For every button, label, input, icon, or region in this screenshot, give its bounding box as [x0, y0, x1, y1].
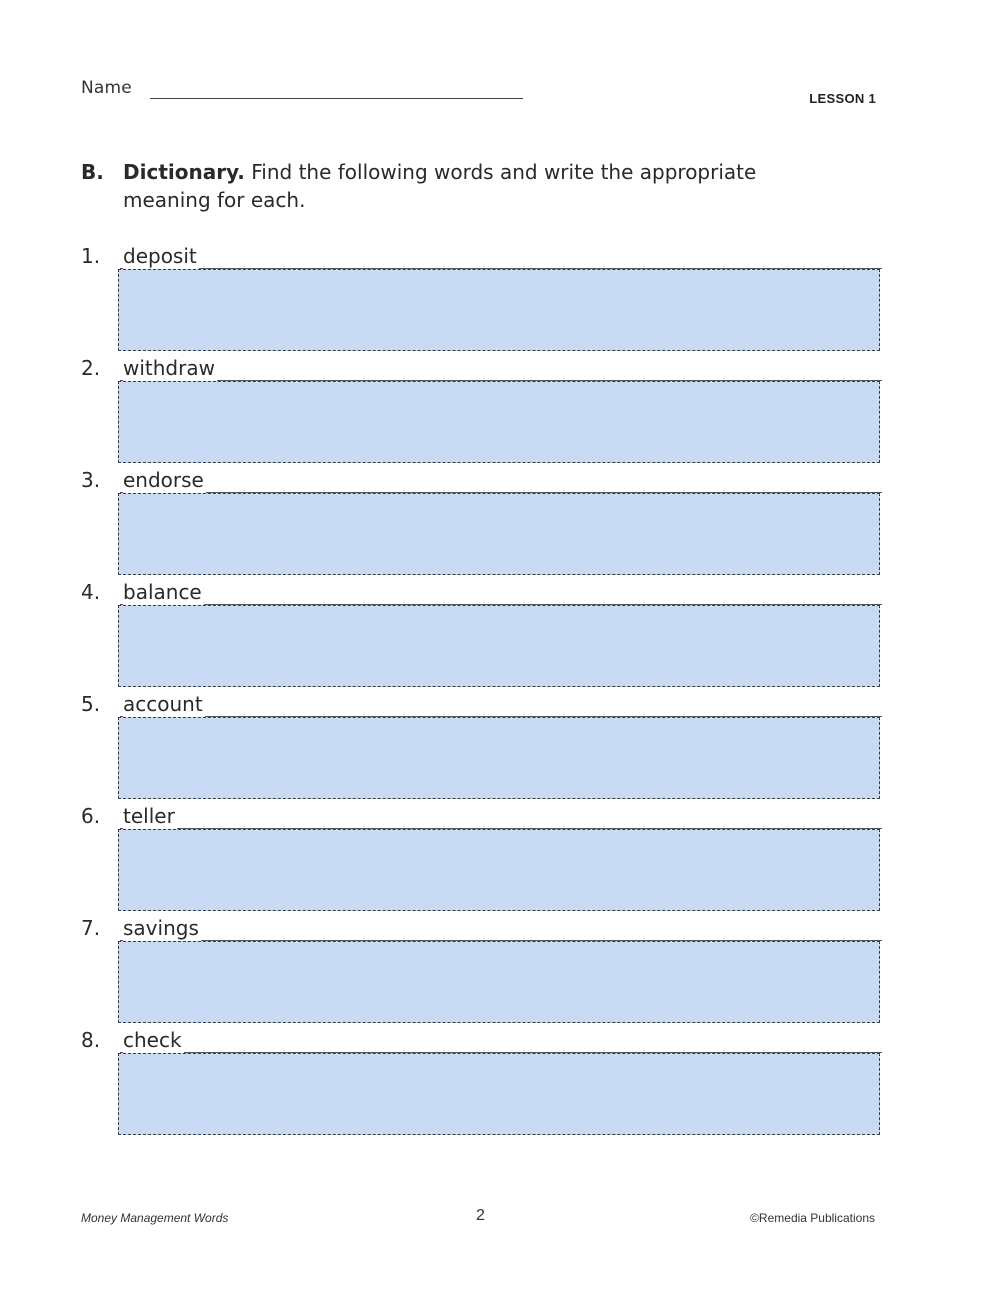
lesson-label: LESSON 1 [809, 91, 876, 106]
name-line[interactable] [150, 98, 523, 99]
item-underline [120, 940, 882, 941]
publisher-credit: ©Remedia Publications [750, 1211, 875, 1225]
item-number: 3. [81, 468, 101, 492]
section-letter: B. [81, 160, 104, 184]
answer-field[interactable] [118, 269, 880, 351]
answer-field[interactable] [118, 493, 880, 575]
answer-field[interactable] [118, 829, 880, 911]
item-underline [120, 380, 882, 381]
item-underline [120, 828, 882, 829]
instructions-text: Find the following words and write the appropriate meaning for each. [123, 160, 757, 212]
item-number: 2. [81, 356, 101, 380]
item-word: endorse [123, 468, 204, 492]
item-number: 1. [81, 244, 101, 268]
answer-field[interactable] [118, 605, 880, 687]
item-number: 6. [81, 804, 101, 828]
section-heading: Dictionary. [123, 160, 245, 184]
item-underline [120, 268, 882, 269]
item-word: teller [123, 804, 175, 828]
page-number: 2 [476, 1207, 485, 1224]
item-underline [120, 1052, 882, 1053]
item-number: 5. [81, 692, 101, 716]
item-word: savings [123, 916, 199, 940]
instructions-body [123, 158, 823, 214]
item-word: account [123, 692, 203, 716]
item-word: check [123, 1028, 182, 1052]
item-word: withdraw [123, 356, 215, 380]
item-underline [120, 492, 882, 493]
answer-field[interactable] [118, 941, 880, 1023]
item-number: 4. [81, 580, 101, 604]
item-word: deposit [123, 244, 197, 268]
item-underline [120, 716, 882, 717]
item-underline [120, 604, 882, 605]
footer-title: Money Management Words [81, 1211, 229, 1225]
answer-field[interactable] [118, 1053, 880, 1135]
item-number: 8. [81, 1028, 101, 1052]
item-number: 7. [81, 916, 101, 940]
item-word: balance [123, 580, 202, 604]
answer-field[interactable] [118, 381, 880, 463]
answer-field[interactable] [118, 717, 880, 799]
name-label: Name [81, 78, 132, 98]
